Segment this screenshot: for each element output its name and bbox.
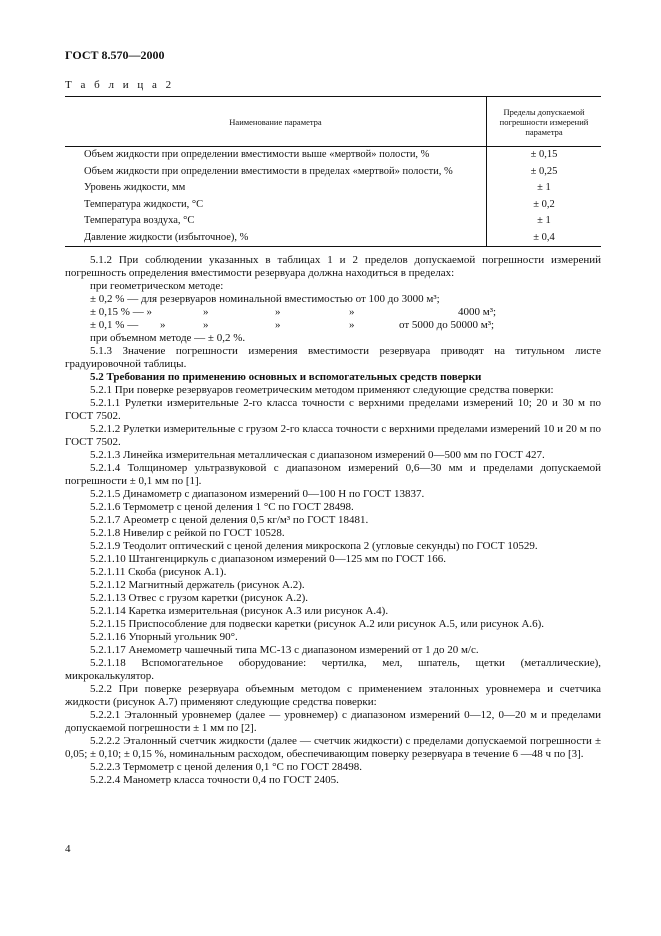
page-number: 4 bbox=[65, 843, 71, 855]
table-row bbox=[65, 230, 601, 247]
table-cell-name: Объем жидкости при определении вместимости выше «мертвой» полости, % bbox=[65, 147, 487, 164]
paragraph-5-2-1-3: 5.2.1.3 Линейка измерительная металлическая с диапазоном измерений 0—500 мм по ГОСТ 427. bbox=[90, 449, 545, 461]
paragraph-5-2-1-6: 5.2.1.6 Термометр с ценой деления 1 °С по ГОСТ 28498. bbox=[90, 501, 354, 513]
paragraph-5-2-1: 5.2.1 При поверке резервуаров геометрическим методом применяют следующие средства поверки: bbox=[90, 384, 554, 396]
tolerance-3-capacity: от 5000 до 50000 м³; bbox=[399, 319, 495, 331]
table-cell-value: ± 1 bbox=[537, 215, 551, 226]
paragraph-5-2-1-7: 5.2.1.7 Ареометр с ценой деления 0,5 кг/м³ по ГОСТ 18481. bbox=[90, 514, 369, 526]
paragraph-5-2-1-13: 5.2.1.13 Отвес с грузом каретки (рисунок А.2). bbox=[90, 592, 309, 604]
tolerance-2-capacity: 4000 м³; bbox=[458, 306, 497, 318]
paragraph-5-2-1-1: 5.2.1.1 Рулетки измерительные 2-го класса точности с верхними пределами измерений 10; 20 и 30 м по ГОСТ 7502. bbox=[65, 397, 601, 422]
ditto-mark: » bbox=[160, 319, 166, 331]
table-cell-name: Температура воздуха, °С bbox=[65, 213, 487, 230]
table-cell-value: ± 0,2 bbox=[533, 198, 555, 210]
tolerance-line-2 bbox=[65, 306, 601, 319]
paragraph-5-2-1-11: 5.2.1.11 Скоба (рисунок А.1). bbox=[90, 566, 227, 578]
paragraph-5-2-1-9: 5.2.1.9 Теодолит оптический с ценой деления микроскопа 2 (угловые секунды) по ГОСТ 10529. bbox=[90, 540, 538, 552]
paragraph-5-2-1-15: 5.2.1.15 Приспособление для подвески каретки (рисунок А.2 или рисунок А.5, или рисунок А.6). bbox=[90, 618, 545, 630]
paragraph-5-2-2-2: 5.2.2.2 Эталонный счетчик жидкости (далее — счетчик жидкости) с пределами допускаемой погрешности ± 0,05; ± 0,10; ± 0,15 %, номинальным расходом, обеспечивающим поверку резервуара в течение 6 —48 ч по [3]. bbox=[65, 735, 601, 760]
ditto-mark: » bbox=[275, 306, 281, 318]
paragraph-5-2-2-3: 5.2.2.3 Термометр с ценой деления 0,1 °С по ГОСТ 28498. bbox=[90, 761, 363, 773]
paragraph-5-2-1-17: 5.2.1.17 Анемометр чашечный типа МС-13 с диапазоном измерений от 1 до 20 м/с. bbox=[90, 644, 479, 656]
geometric-method-label: при геометрическом методе: bbox=[90, 280, 224, 292]
table-cell-name: Давление жидкости (избыточное), % bbox=[65, 230, 487, 247]
paragraph-5-2-1-16: 5.2.1.16 Упорный угольник 90°. bbox=[90, 631, 238, 643]
paragraph-5-2-2-1: 5.2.2.1 Эталонный уровнемер (далее — уровнемер) с диапазоном измерений 0—12, 0—20 м и пределами допускаемой погрешности ± 1 мм по [2]. bbox=[65, 709, 601, 734]
table-cell-value: ± 0,15 bbox=[530, 149, 558, 160]
table-row bbox=[65, 164, 601, 181]
table-row bbox=[65, 180, 601, 197]
ditto-mark: » bbox=[203, 306, 209, 318]
table-row bbox=[65, 147, 601, 164]
table-cell-value: ± 0,4 bbox=[487, 230, 602, 247]
tolerance-3-value: ± 0,1 % — bbox=[90, 319, 139, 331]
table-cell-value: ± 0,25 bbox=[530, 165, 558, 177]
ditto-mark: » bbox=[349, 319, 355, 331]
paragraph-5-2-2: 5.2.2 При поверке резервуара объемным методом с применением эталонных уровнемера и счетчика жидкости (рисунок А.7) применяют следующие средства поверки: bbox=[65, 683, 601, 708]
ditto-mark: » bbox=[349, 306, 355, 318]
paragraph-5-2-1-5: 5.2.1.5 Динамометр с диапазоном измерений 0—100 Н по ГОСТ 13837. bbox=[90, 488, 425, 500]
section-heading-5-2: 5.2 Требования по применению основных и вспомогательных средств поверки bbox=[90, 371, 482, 383]
ditto-mark: » bbox=[275, 319, 281, 331]
ditto-mark: » bbox=[203, 319, 209, 331]
paragraph-5-2-1-18: 5.2.1.18 Вспомогательное оборудование: чертилка, мел, шпатель, щетки (металлические), микрокалькулятор. bbox=[65, 657, 601, 682]
table-cell-name: Объем жидкости при определении вместимости в пределах «мертвой» полости, % bbox=[65, 164, 487, 181]
table-header-limits: Пределы допускаемой погрешности измерений параметра bbox=[487, 97, 602, 147]
tolerance-line-3 bbox=[65, 319, 601, 332]
paragraph-5-2-1-12: 5.2.1.12 Магнитный держатель (рисунок А.2). bbox=[90, 579, 305, 591]
paragraph-5-2-1-2: 5.2.1.2 Рулетки измерительные с грузом 2-го класса точности с верхними пределами измерений 10 и 20 м по ГОСТ 7502. bbox=[65, 423, 601, 448]
paragraph-5-2-1-14: 5.2.1.14 Каретка измерительная (рисунок А.3 или рисунок А.4). bbox=[90, 605, 389, 617]
table-row bbox=[65, 197, 601, 214]
table-cell-name: Уровень жидкости, мм bbox=[65, 180, 487, 197]
table-row bbox=[65, 213, 601, 230]
document-header: ГОСТ 8.570—2000 bbox=[65, 48, 165, 62]
parameters-table bbox=[65, 96, 601, 247]
paragraph-5-2-1-8: 5.2.1.8 Нивелир с рейкой по ГОСТ 10528. bbox=[90, 527, 285, 539]
body-text bbox=[65, 254, 601, 787]
volumetric-method-line: при объемном методе — ± 0,2 %. bbox=[90, 332, 246, 344]
tolerance-2-value: ± 0,15 % — » bbox=[90, 306, 152, 318]
table-cell-value: ± 1 bbox=[537, 182, 551, 193]
paragraph-5-1-2: 5.1.2 При соблюдении указанных в таблицах 1 и 2 пределов допускаемой погрешности измерений погрешность определения вместимости резервуара должна находиться в пределах: bbox=[65, 254, 601, 279]
paragraph-5-2-1-10: 5.2.1.10 Штангенциркуль с диапазоном измерений 0—125 мм по ГОСТ 166. bbox=[90, 553, 446, 565]
paragraph-5-2-2-4: 5.2.2.4 Манометр класса точности 0,4 по ГОСТ 2405. bbox=[90, 774, 339, 786]
paragraph-5-2-1-4: 5.2.1.4 Толщиномер ультразвуковой с диапазоном измерений 0,6—30 мм и пределами допускаемой погрешности ± 0,1 мм по [1]. bbox=[65, 462, 601, 487]
tolerance-line-1: ± 0,2 % — для резервуаров номинальной вместимостью от 100 до 3000 м³; bbox=[90, 293, 440, 305]
table-header-parameter: Наименование параметра bbox=[65, 97, 487, 147]
table-cell-name: Температура жидкости, °С bbox=[65, 197, 487, 214]
paragraph-5-1-3: 5.1.3 Значение погрешности измерения вместимости резервуара приводят на титульном листе градуировочной таблицы. bbox=[65, 345, 601, 370]
table-caption: Т а б л и ц а 2 bbox=[65, 79, 175, 91]
